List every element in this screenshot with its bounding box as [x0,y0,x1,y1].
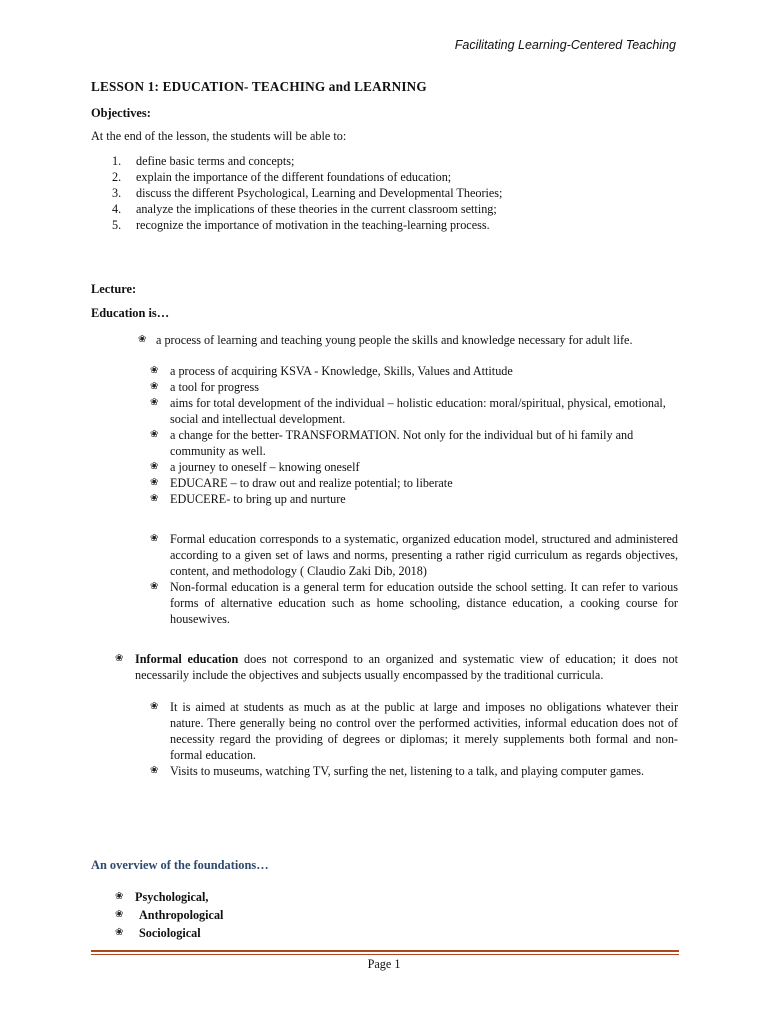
bullet-icon: ❀ [150,397,159,408]
bullet-icon: ❀ [115,927,124,938]
bullet-icon: ❀ [150,477,159,488]
bullet-icon: ❀ [115,653,124,664]
list-item: ❀ a process of learning and teaching young people the skills and knowledge necessary for adult life. [138,333,633,347]
bullet-icon: ❀ [150,765,159,776]
education-heading: Education is… [91,306,170,320]
list-item: ❀ EDUCARE – to draw out and realize potential; to liberate [150,476,453,490]
objective-item: 1. define basic terms and concepts; [112,154,295,168]
list-item: ❀ a change for the better- TRANSFORMATION. Not only for the individual but of hi family and community as well. [150,428,634,458]
footer-divider-thin [91,954,679,955]
lesson-title: LESSON 1: EDUCATION- TEACHING and LEARNING [91,79,427,94]
list-item: ❀ Anthropological [115,908,224,922]
page-number: Page 1 [367,957,401,971]
bullet-icon: ❀ [150,701,159,712]
objective-item: 3. discuss the different Psychological, Learning and Developmental Theories; [112,186,503,200]
bullet-icon: ❀ [150,381,159,392]
objectives-heading: Objectives: [91,106,151,120]
bullet-icon: ❀ [150,461,159,472]
list-item: ❀ EDUCERE- to bring up and nurture [150,492,346,506]
list-item: ❀ Non-formal education is a general term for education outside the school setting. It can refer to various forms of alternative education such as home schooling, distance education, a cooking course for housewives. [150,580,678,626]
bullet-icon: ❀ [138,334,147,345]
overview-heading: An overview of the foundations… [91,858,269,872]
objective-item: 5. recognize the importance of motivation in the teaching-learning process. [112,218,490,232]
list-item: ❀ It is aimed at students as much as at the public at large and imposes no obligations whatever their nature. There generally being no control over the performed activities, informal education does not of necessity regard the providing of degrees or diplomas; it merely supplements both formal and non-formal education. [150,700,678,762]
list-item: ❀ Informal education does not correspond to an organized and systematic view of education; it does not necessarily include the objectives and subjects usually encompassed by the traditional curricula. [115,652,678,682]
running-header: Facilitating Learning-Centered Teaching [454,38,676,52]
list-item: ❀ a tool for progress [150,380,260,394]
bullet-icon: ❀ [150,581,159,592]
footer-divider [91,950,679,952]
objectives-list [112,153,502,233]
list-item: ❀ aims for total development of the individual – holistic education: moral/spiritual, physical, emotional, social and intellectual development. [150,396,666,426]
list-item: ❀ Visits to museums, watching TV, surfing the net, listening to a talk, and playing computer games. [150,764,645,778]
objective-item: 4. analyze the implications of these theories in the current classroom setting; [112,202,497,216]
bullet-icon: ❀ [150,365,159,376]
bullet-icon: ❀ [150,533,159,544]
list-item: ❀ Formal education corresponds to a systematic, organized education model, structured and administered according to a given set of laws and norms, presenting a rather rigid curriculum as regards objectives, content, and methodology ( Claudio Zaki Dib, 2018) [150,532,678,578]
bullet-icon: ❀ [150,493,159,504]
objective-item: 2. explain the importance of the different foundations of education; [112,170,452,184]
bullet-icon: ❀ [115,891,124,902]
objectives-intro: At the end of the lesson, the students will be able to: [91,129,347,143]
list-item: ❀ Psychological, [115,890,209,904]
list-item: ❀ a journey to oneself – knowing oneself [150,460,360,474]
list-item: ❀ a process of acquiring KSVA - Knowledge, Skills, Values and Attitude [150,364,513,378]
bullet-icon: ❀ [115,909,124,920]
bullet-icon: ❀ [150,429,159,440]
lecture-heading: Lecture: [91,282,137,296]
list-item: ❀ Sociological [115,926,201,940]
